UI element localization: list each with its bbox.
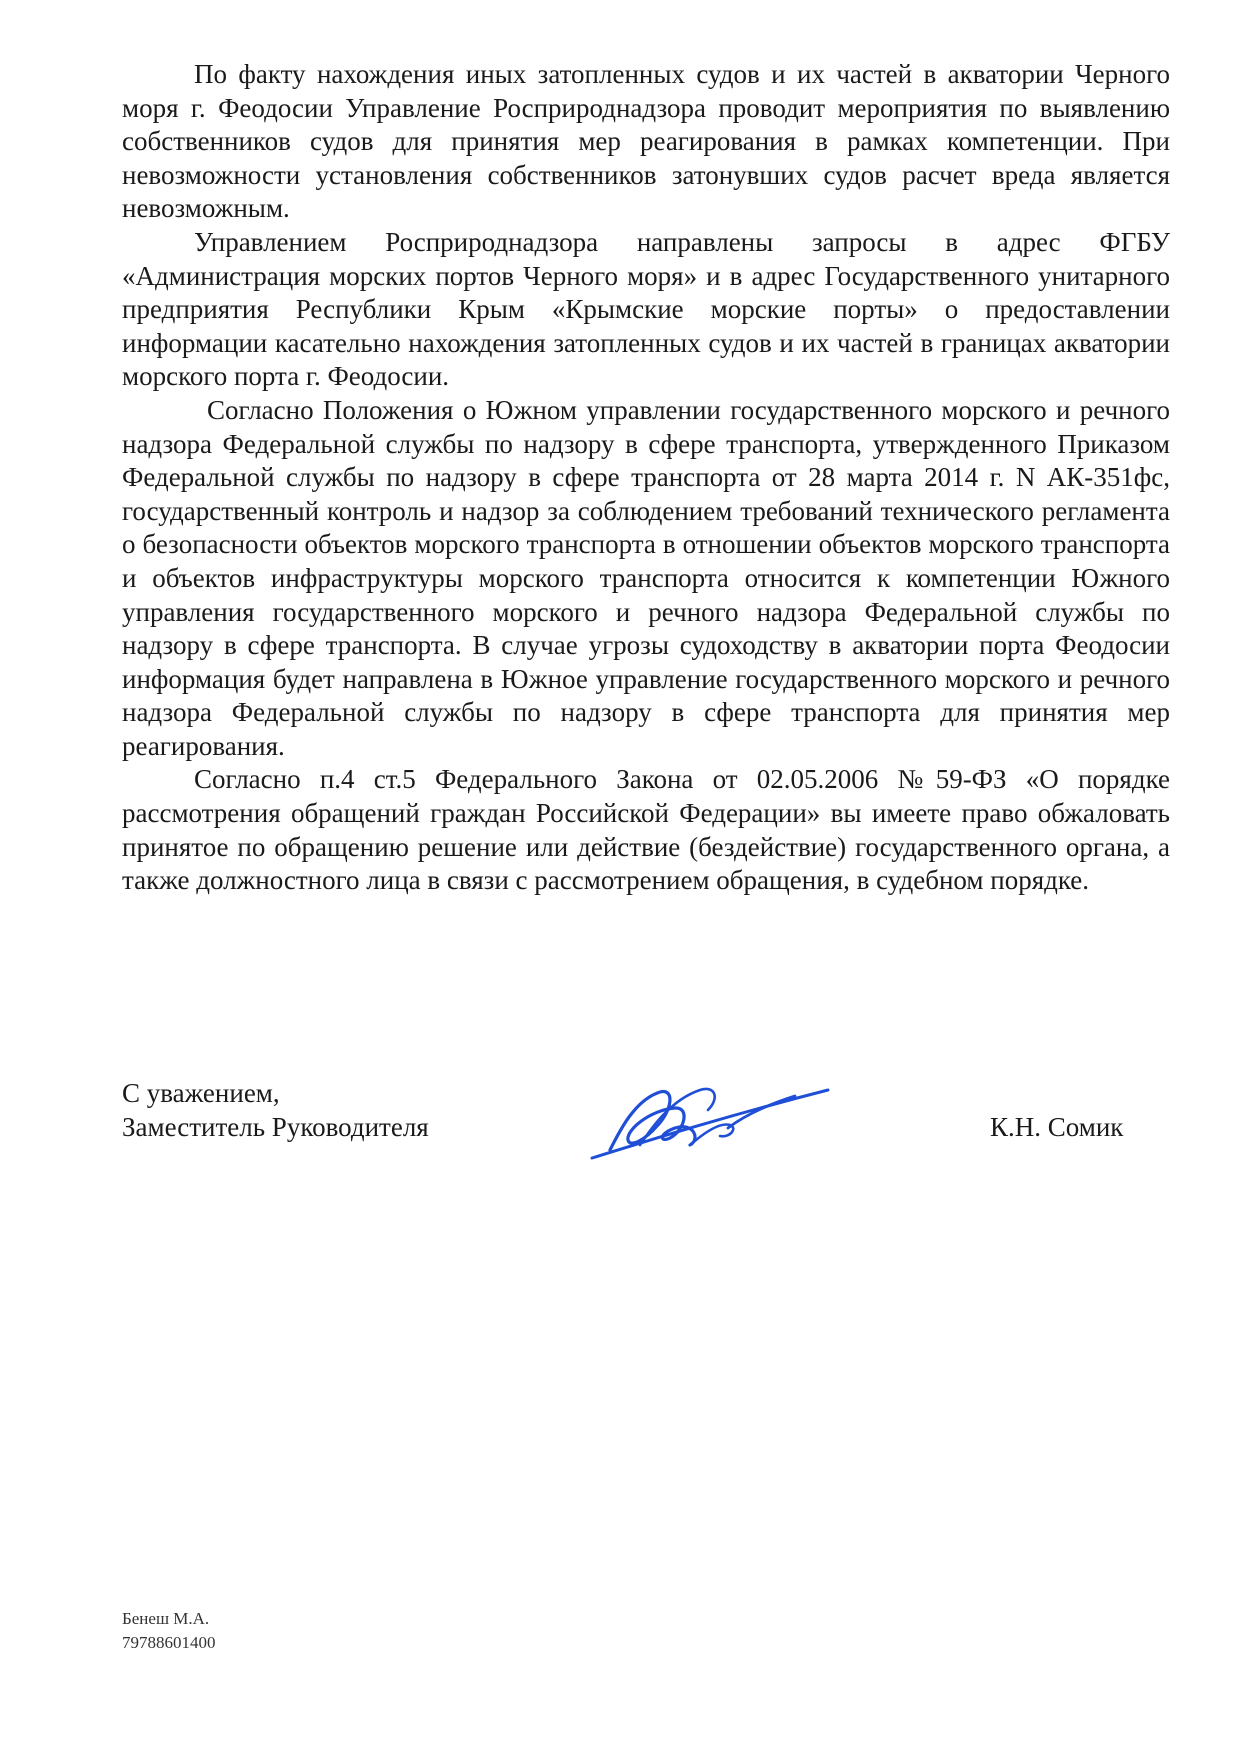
signature-stroke [592, 1090, 828, 1158]
paragraph-requests: Управлением Росприроднадзора направлены запросы в адрес ФГБУ «Администрация морских портов Черного моря» и в адрес Государственного унитарного предприятия Республики Крым «Крымские морские порты» о предоставлении информации касательно нахождения затопленных судов и их частей в границах акватории морского порта г. Феодосии. [122, 226, 1170, 392]
paragraph-appeal-rights: Согласно п.4 ст.5 Федерального Закона от 02.05.2006 №59-ФЗ «О порядке рассмотрения обращений граждан Российской Федерации» вы имеете право обжаловать принятое по обращению решение или действие (бездействие) государственного органа, а также должностного лица в связи с рассмотрением обращения, в судебном порядке. [122, 764, 1170, 896]
handwritten-signature [580, 1070, 840, 1180]
executor-name: Бенеш М.А. [122, 1609, 210, 1628]
letter-body [122, 58, 1170, 898]
signature-stroke [728, 1096, 795, 1128]
executor-footer [122, 1607, 216, 1655]
executor-phone: 79788601400 [122, 1633, 216, 1652]
signer-name: К.Н. Сомик [990, 1112, 1124, 1142]
signer-position: Заместитель Руководителя [122, 1112, 429, 1142]
paragraph-sunken-vessels: По факту нахождения иных затопленных судов и их частей в акватории Черного моря г. Феодосии Управление Росприроднадзора проводит мероприятия по выявлению собственников судов для принятия мер реагирования в рамках компетенции. При невозможности установления собственников затонувших судов расчет вреда является невозможным. [122, 59, 1170, 224]
paragraph-regulation: Согласно Положения о Южном управлении государственного морского и речного надзора Федеральной службы по надзору в сфере транспорта, утвержденного Приказом Федеральной службы по надзору в сфере транспорта от 28 марта 2014 г. N АК-351фс, государственный контроль и надзор за соблюдением требований технического регламента о безопасности объектов морского транспорта в отношении объектов морского транспорта и объектов инфраструктуры морского транспорта относится к компетенции Южного управления государственного морского и речного надзора Федеральной службы по надзору в сфере транспорта. В случае угрозы судоходству в акватории порта Феодосии информация будет направлена в Южное управление государственного морского и речного надзора Федеральной службы по надзору в сфере транспорта для принятия мер реагирования. [122, 394, 1170, 761]
closing-block [122, 1076, 429, 1144]
closing-regards: С уважением, [122, 1078, 280, 1108]
